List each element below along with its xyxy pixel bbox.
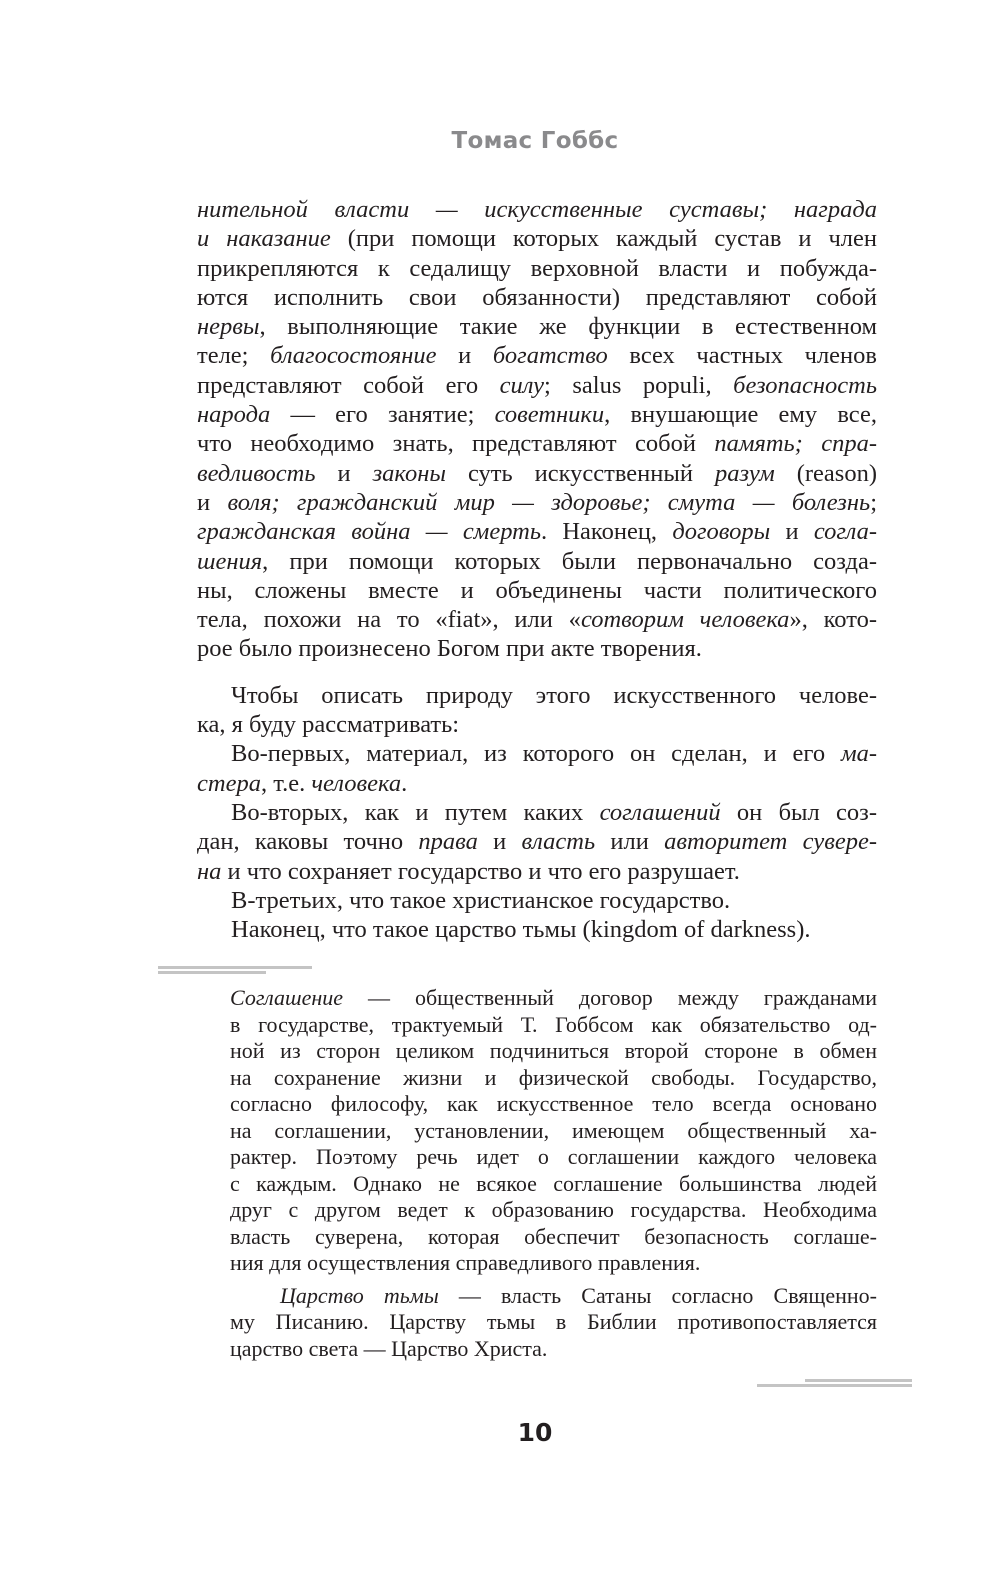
italic-text: благосостояние	[270, 342, 437, 370]
text-run: рое было произнесено Богом при акте творения.	[197, 635, 702, 663]
text-run: му Писанию. Царству тьмы в Библии противопоставляется	[230, 1309, 877, 1334]
text-run: ются исполнить свои обязанности) представляют собой	[197, 283, 877, 311]
italic-text: советники	[494, 401, 605, 429]
italic-text: разум	[714, 459, 775, 487]
text-line	[230, 1091, 877, 1118]
text-line	[197, 634, 877, 663]
paragraph-1	[197, 195, 877, 664]
italic-text: безопасность	[733, 371, 877, 399]
italic-text: человека	[311, 769, 402, 797]
text-line	[197, 769, 877, 798]
text-line	[230, 1309, 877, 1336]
text-line	[197, 827, 877, 856]
text-run: (reason)	[774, 459, 877, 487]
text-run: и	[477, 828, 522, 856]
text-run: », кото-	[789, 606, 877, 634]
footnote-end-rule-top	[805, 1379, 912, 1382]
text-run: ; salus populi,	[544, 371, 734, 399]
text-line	[197, 488, 877, 517]
text-run: дан, каковы точно	[197, 828, 419, 856]
text-run: ка, я буду рассматривать:	[197, 711, 460, 739]
italic-text: нервы	[197, 313, 260, 341]
text-line	[197, 459, 877, 488]
text-line	[230, 1012, 877, 1039]
text-line	[230, 1283, 877, 1310]
text-line	[197, 429, 877, 458]
text-line	[230, 1336, 877, 1363]
text-run: ной из сторон целиком подчиниться второй стороне в обмен	[230, 1038, 877, 1063]
text-run: рактер. Поэтому речь идет о соглашении каждого человека	[230, 1144, 877, 1169]
text-run: тела, похожи на то «fiat», или «	[197, 606, 581, 634]
text-line	[230, 1038, 877, 1065]
italic-text: Царство тьмы	[280, 1282, 439, 1308]
main-text	[197, 195, 877, 944]
footnote-separator-top	[158, 966, 312, 969]
text-run: власть суверена, которая обеспечит безопасность соглаше-	[230, 1223, 877, 1249]
text-run: ния для осуществления справедливого правления.	[230, 1250, 701, 1275]
footnote	[230, 985, 877, 1362]
italic-text: авторитет сувере-	[664, 828, 877, 856]
text-line	[197, 886, 877, 915]
text-run: и что сохраняет государство и что его разрушает.	[221, 857, 740, 885]
italic-text: Соглашение	[230, 985, 344, 1010]
text-run: он был соз-	[720, 798, 878, 826]
text-run: В-третьих, что такое христианское государство.	[231, 886, 731, 914]
text-line	[197, 371, 877, 400]
italic-text: законы	[372, 459, 446, 487]
text-run: — общественный договор между гражданами	[343, 985, 877, 1010]
italic-text: власть	[521, 828, 596, 856]
text-line	[230, 1065, 877, 1092]
text-line	[197, 710, 877, 739]
text-run: царство света — Царство Христа.	[230, 1335, 548, 1361]
text-run: согласно философу, как искусственное тело всегда основано	[230, 1091, 877, 1116]
italic-text: и наказание	[197, 225, 331, 253]
text-run: на сохранение жизни и физической свободы. Государство,	[230, 1064, 877, 1090]
page-number: 10	[517, 1418, 553, 1447]
text-run: ны, сложены вместе и объединены части политического	[197, 576, 877, 604]
text-run: Наконец, что такое царство тьмы (kingdom of darkness).	[231, 916, 811, 944]
text-run: Во-вторых, как и путем каких	[231, 798, 600, 826]
italic-text: богатство	[492, 342, 608, 370]
italic-text: воля; гражданский мир — здоровье; смута — болезнь	[227, 488, 871, 516]
text-run: или	[595, 828, 665, 856]
text-line	[197, 547, 877, 576]
text-line	[197, 283, 877, 312]
footnote-separator-bottom	[158, 971, 266, 974]
text-line	[230, 1118, 877, 1145]
text-run: — его занятие;	[270, 401, 495, 429]
text-line	[197, 517, 877, 546]
italic-text: память; спра-	[714, 430, 877, 458]
text-run: что необходимо знать, представляют собой	[197, 430, 715, 458]
text-line	[197, 798, 877, 827]
text-line	[197, 739, 877, 768]
text-line	[197, 400, 877, 429]
text-run: и	[197, 488, 228, 516]
paragraph-2	[197, 681, 877, 945]
text-run: и	[770, 518, 814, 546]
text-run: .	[401, 769, 408, 797]
text-line	[197, 312, 877, 341]
text-run: , внушающие ему все,	[604, 401, 877, 429]
text-run: в государстве, трактуемый Т. Гоббсом как обязательство од-	[230, 1011, 877, 1037]
italic-text: соглашений	[599, 798, 721, 826]
italic-text: стера	[197, 769, 261, 797]
running-head-author: Томас Гоббс	[451, 128, 619, 154]
text-line	[197, 341, 877, 370]
italic-text: ведливость	[197, 459, 316, 487]
text-run: прикрепляются к седалищу верховной власти и побужда-	[197, 254, 877, 282]
text-line	[230, 985, 877, 1012]
italic-text: на	[197, 857, 222, 885]
text-line	[230, 1171, 877, 1198]
text-line	[197, 254, 877, 283]
italic-text: права	[418, 828, 478, 856]
text-line	[230, 1250, 877, 1277]
text-run: с каждым. Однако не всякое соглашение большинства людей	[230, 1170, 877, 1196]
italic-text: шения	[197, 547, 263, 575]
text-line	[197, 857, 877, 886]
text-run: , при помощи которых были первоначально созда-	[262, 547, 877, 575]
italic-text: народа	[197, 401, 271, 429]
text-line	[197, 605, 877, 634]
text-run: на соглашении, установлении, имеющем общественный ха-	[230, 1117, 877, 1143]
text-run: Во-первых, материал, из которого он сделан, и его	[231, 740, 841, 768]
italic-text: сотворим человека	[580, 606, 790, 634]
text-run: , т.е.	[260, 769, 312, 797]
italic-text: договоры	[672, 518, 771, 546]
text-run: друг с другом ведет к образованию государства. Необходима	[230, 1197, 877, 1222]
text-line	[197, 224, 877, 253]
text-line	[230, 1144, 877, 1171]
italic-text: гражданская война — смерть	[197, 518, 541, 546]
text-run: Чтобы описать природу этого искусственного челове-	[231, 681, 877, 709]
text-run: представляют собой его	[197, 371, 500, 399]
text-run: суть искусственный	[445, 459, 715, 487]
italic-text: согла-	[813, 518, 877, 546]
text-run: , выполняющие такие же функции в естественном	[259, 313, 877, 341]
text-line	[197, 576, 877, 605]
text-run: и	[436, 342, 493, 370]
italic-text: нительной власти — искусственные суставы; награда	[197, 196, 877, 223]
text-line	[230, 1197, 877, 1224]
text-line	[230, 1224, 877, 1251]
text-line	[197, 195, 877, 224]
text-line	[197, 915, 877, 944]
italic-text: силу	[499, 371, 545, 399]
text-run: ;	[870, 488, 877, 516]
text-run: всех частных членов	[607, 342, 877, 370]
text-run: — власть Сатаны согласно Священно-	[438, 1282, 878, 1308]
text-run: . Наконец,	[540, 518, 673, 546]
text-run: теле;	[197, 342, 271, 370]
text-run: (при помощи которых каждый сустав и член	[330, 225, 878, 253]
italic-text: ма-	[840, 740, 877, 768]
text-run: и	[315, 459, 373, 487]
text-line	[197, 681, 877, 710]
footnote-end-rule-bottom	[757, 1384, 912, 1387]
